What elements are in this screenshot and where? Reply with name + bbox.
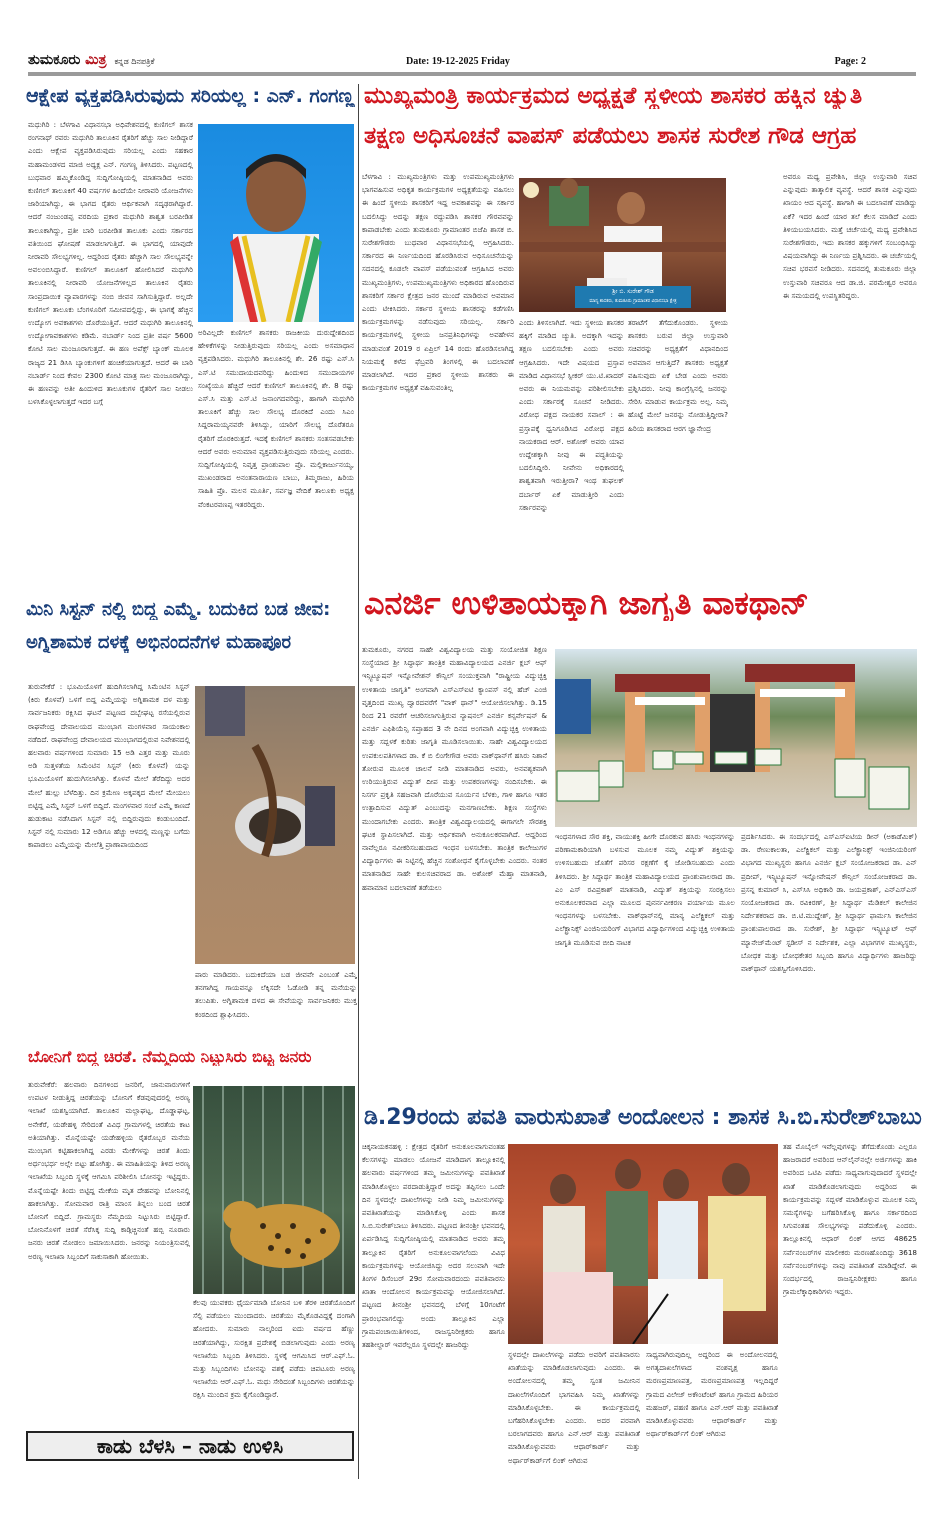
photo-protest-meeting	[508, 1144, 778, 1344]
college-gate-icon	[555, 649, 917, 827]
article-walkathon-col3	[741, 830, 917, 1098]
article-suresh-col3	[628, 316, 728, 566]
article-text: ಸ್ಥಳದಲ್ಲೇ ದಾಖಲೆಗಳನ್ನು ಪಡೆದು ಅವರಿಗೆ ಪವತಿವಾರಸು ಖಾತೆಯನ್ನು ಮಾಡಿಕೊಡಲಾಗುವುದು ಎಂದರು. ಈ ಅಂದೋಲನದಲ್ಲಿ ತಮ್ಮ ಸ್ವಂತ ಜಮೀನಿನ ದಾಖಲೆಗಳೊಂದಿಗೆ ಭಾಗವಹಿಸಿ ನಿಮ್ಮ ಖಾತೆಗಳನ್ನು ಮಾಡಿಸಿಕೊಳ್ಳಬೇಕು. ಈ ಕಾರ್ಯಕ್ರಮದಲ್ಲಿ ಬಗೆಹರಿಸಿಕೊಳ್ಳಬೇಕು ಎಂದರು. ಅದರ ಪರವಾಗಿ ಬರಲಾಗದವರು ಹಾಗೂ ಎನ್.ಆರ್ ಮತ್ತು ಪವತಿಖಾತೆ ಮಾಡಿಸಿಕೊಳ್ಳುವವರು ಆಧಾರ್‌ಕಾರ್ಡ್ ಮತ್ತು ಅರ್ಥಾರ್‌ಕಾರ್ಡ್‌ಗೆ ಲಿಂಕ್ ಆಗಿರುವ	[508, 1350, 640, 1465]
article-text: ಪಾರು ಮಾಡಿದರು. ಬದುಕಿದೆಯಾ ಬಡ ಜೀವವೇ ಎಂಬಂತೆ ಎಮ್ಮೆ ತನಗಾಗಿದ್ದ ಗಾಯವನ್ನೂ ಲೆಕ್ಕಿಸದೇ ಓಡೋಡಿ ತನ್ನ ಮನೆಯನ್ನು ತಲುಪಿತು. ಅಗ್ನಿಶಾಮಕ ದಳದ ಈ ಸೇವೆಯನ್ನು ಸಾರ್ವಜನಿಕರು ಮುಕ್ತ ಕಂಠದಿಂದ ಶ್ಲಾಘಿಸಿದರು.	[195, 970, 357, 1019]
article-walkathon-col1	[362, 643, 547, 1098]
logo-tagline: ಕನ್ನಡ ದಿನಪತ್ರಿಕೆ	[114, 57, 155, 66]
article-text: ಕೆಲವು ಯುವಕರು ಧೈರ್ಯಮಾಡಿ ಬೋನಿನ ಬಳಿ ತೆರಳಿ ಚಿರತೆಯೊಂದಿಗೆ ಸೆಲ್ಪಿ ಪಡೆಯಲು ಮುಂದಾದರು. ಚಿರತೆಯು ಮೈಕೊಡವಿದ್ದಕ್ಕೆ ದಂಗಾಗಿ ಹೋದರು. ಸುಮಾರು ನಾಲ್ಕರಿಂದ ಐದು ವರ್ಷದ ಹೆಣ್ಣು ಚಿರತೆಯಾಗಿದ್ದು, ಸುರಕ್ಷಿತ ಪ್ರದೇಶಕ್ಕೆ ಬಿಡಲಾಗುವುದು ಎಂದು ಅರಣ್ಯ ಇಲಾಖೆಯ ಸಿಬ್ಬಂದಿ ತಿಳಿಸಿದರು. ಸ್ಥಳಕ್ಕೆ ಆಗಮಿಸಿದ ಆರ್‌.ಎಫ್‌.ಓ. ಮತ್ತು ಸಿಬ್ಬಂದಿಗಳು ಬೋನನ್ನು ವಶಕ್ಕೆ ಪಡೆದು ಚಿಪಟೂರು ಅರಣ್ಯ ಇಲಾಖೆಯ ಆರ್.ಎಫ್.ಓ. ಮಧು ಸೇರಿದಂತೆ ಸಿಬ್ಬಂದಿಗಳು ಚಿರತೆಯನ್ನು ರಕ್ಷಿಸಿ ಮುಂದಿನ ಕ್ರಮ ಕೈಗೊಂಡಿದ್ದಾರೆ.	[193, 1298, 355, 1400]
article-text: ಚಿಕ್ಕನಾಯಕನಹಳ್ಳಿ : ಕ್ಷೇತ್ರದ ರೈತರಿಗೆ ಅನುಕೂಲವಾಗುವಂತಹ ಕೆಲಸಗಳನ್ನು ಮಾಡಲು ಯೋಜನೆ ಮಾಡಿದಾಗ ತಾಲ್ಲೂಕಿನಲ್ಲಿ ಹಲವಾರು ವರ್ಷಗಳಿಂದ ತಮ್ಮ ಜಮೀನುಗಳನ್ನು ಪವತಿಖಾತೆ ಮಾಡಿಸಿಕೊಳ್ಳಲು ಪರದಾಡುತ್ತಿದ್ದಾರೆ ಅದನ್ನು ತಪ್ಪಿಸಲು ಒಂದೇ ದಿನ ಸ್ಥಳದಲ್ಲೇ ದಾಖಲೆಗಳನ್ನು ನೀಡಿ ನಿಮ್ಮ ಜಮೀನುಗಳನ್ನು ಪವತಿಖಾತೆಯನ್ನು ಮಾಡಿಸಿಕೊಳ್ಳಿ ಎಂದು ಶಾಸಕ ಸಿ.ಬಿ.ಸುರೇಶ್‌ಬಾಬು ತಿಳಿಸಿದರು. ಪಟ್ಟಣದ ತೀನಂಶ್ರೀ ಭವನದಲ್ಲಿ ಏರ್ಪಡಿಸಿದ್ದ ಸುದ್ದಿಗೋಷ್ಠಿಯಲ್ಲಿ ಮಾತನಾಡಿದ ಅವರು ತಮ್ಮ ತಾಲ್ಲೂಕಿನ ರೈತರಿಗೆ ಅನುಕೂಲವಾಗಲೆಂದು ವಿವಿಧ ಕಾರ್ಯಕ್ರಮಗಳನ್ನು ಆಯೋಜಿಸಿದ್ದು ಅದರ ಸಲುವಾಗಿ ಇದೇ ತಿಂಗಳ ಡಿಸೆಂಬರ್ 29ರ ಸೋಮವಾರದಂದು ಪವತಿವಾರಸು ಖಾತಾ ಆಂದೋಲನ ಕಾರ್ಯಕ್ರಮವನ್ನು ಆಯೋಜಿಸಲಾಗಿದೆ. ಪಟ್ಟಣದ ತೀನಂಶ್ರೀ ಭವನದಲ್ಲಿ ಬೆಳಗ್ಗೆ 10ಗಂಟೆಗೆ ಪ್ರಾರಂಭವಾಗಲಿದ್ದು ಅಂದು ತಾಲ್ಲೂಕಿನ ಎಲ್ಲಾ ಗ್ರಾಮಪಂಚಾಯಿತಿಗಳಿಂದ, ರಾಜಸ್ವನಿರೀಕ್ಷಕರು ಹಾಗೂ ತಹಶೀಲ್ದಾರ್ ಇವರೆಲ್ಲರೂ ಸ್ಥಳದಲ್ಲೇ ಹಾಜರಿದ್ದು	[362, 1142, 505, 1350]
group-photo-icon	[508, 1144, 778, 1344]
headline-cistern-line2: ಅಗ್ನಿಶಾಮಕ ದಳಕ್ಕೆ ಅಭಿನಂದನೆಗಳ ಮಹಾಪೂರ	[26, 633, 291, 653]
article-text: ಎಂದು ತಿಳಿಸಲಾಗಿದೆ. ಇದು ಸ್ಥಳೀಯ ಶಾಸಕರ ಹಕ್ಕಿಗೆ ಮಾಡಿದ ಚ್ಯುತಿ. ಅದಕ್ಕಾಗಿ ಇದನ್ನು ತಕ್ಷಣ ಬದಲಿಸಬೇಕು ಎಂದು ಅವರು ಆಗ್ರಹಿಸಿದರು. ಇದೇ ವಿಷಯದ ಪ್ರಸ್ತಾಪ ಮಾಡಿದ ವಿಧಾನಸಭೆ ಸ್ಪೀಕರ್ ಯು.ಟಿ.ಖಾದರ್ ಅವರು ಈ ನಿಯಮವನ್ನು ಪರಿಶೀಲಿಸಬೇಕು ಎಂದು ಸರ್ಕಾರಕ್ಕೆ ಸೂಚನೆ ನೀಡಿದರು. ವಿರೋಧ ಪಕ್ಷದ ನಾಯಕರ ಸವಾಲ್ : ಈ ಪ್ರಸ್ತಾಪಕ್ಕೆ ಧ್ವನಿಗೂಡಿಸಿದ ವಿರೋಧ ಪಕ್ಷದ ನಾಯಕರಾದ ಆರ್. ಅಶೋಕ್ ಅವರು ಯಾವ ಉದ್ದೇಶಕ್ಕಾಗಿ ನೀವು ಈ ಪದ್ಧತಿಯನ್ನು ಬದಲಿಸಿದ್ದೀರಿ. ನೀವೇನು ಅಧಿಕಾರದಲ್ಲಿ ಶಾಶ್ವತವಾಗಿ ಇರುತ್ತೀರಾ? ಇಂಥ ತುಘಲಕ್ ದರ್ಬಾರ್ ಏಕೆ ಮಾಡುತ್ತೀರಿ ಎಂದು ಸರ್ಕಾರವನ್ನು	[519, 318, 624, 512]
article-cistern-col2	[195, 968, 357, 1040]
article-protest-col2	[508, 1348, 640, 1482]
leopard-in-cage-icon	[193, 1086, 355, 1294]
person-portrait-icon	[198, 124, 354, 322]
photo-cistern-rescue	[195, 686, 355, 964]
article-gangannna-col2	[198, 326, 354, 566]
article-text: ಇಂಧನಗಳಾದ ಸೌರ ಶಕ್ತಿ, ವಾಯುಶಕ್ತಿ ಹೀಗೇ ದೊರಕುವ ಹಸಿರು ಇಂಧನಗಳನ್ನು ಪರಿಣಾಮಕಾರಿಯಾಗಿ ಬಳಸುವ ಮೂಲಕ ನಮ್ಮ ವಿದ್ಯುತ್ ಶಕ್ತಿಯನ್ನು ಉಳಿಸಬಹುದು ಜೊತೆಗೆ ಪರಿಸರ ರಕ್ಷಣೆಗೆ ಕೈ ಜೋಡಿಸಬಹುದು ಎಂದು ತಿಳಿಸಿದರು. ಶ್ರೀ ಸಿದ್ಧಾರ್ಥ ತಾಂತ್ರಿಕ ಮಹಾವಿದ್ಯಾಲಯದ ಪ್ರಾಂಶುಪಾಲರಾದ ಡಾ. ಎಂ ಎಸ್ ರವಿಪ್ರಕಾಶ್ ಮಾತನಾಡಿ, ವಿದ್ಯುತ್ ಶಕ್ತಿಯನ್ನು ಸಂರಕ್ಷಿಸಲು ಅನುಕೂಲಕರವಾದ ಎಲ್ಲಾ ಮೂಲದ ಪುನರ್ನವೀಕರಣ ಪರ್ಯಾಯ ಮೂಲ ಇಂಧನಗಳನ್ನು ಬಳಸಬೇಕು. ವಾಕ್‌ಥಾನ್‌ನಲ್ಲಿ ಮಾನ್ಯ ಎಲೆಕ್ಟ್ರಿಕಲ್ ಮತ್ತು ಎಲೆಕ್ಟ್ರಾನಿಕ್ಸ್ ಎಂಜಿನಿಯರಿಂಗ್ ವಿಭಾಗದ ವಿದ್ಯಾರ್ಥಿಗಳಿಂದ ವಿದ್ಯುಚ್ಛಕ್ತಿ ಉಳಿತಾಯ ಜಾಗೃತಿ ಮೂಡಿಸುವ ಬೀದಿ ನಾಟಕ	[555, 832, 735, 947]
article-text: ತುಮಕೂರು, ನಗರದ ಸಾಹೇ ವಿಶ್ವವಿದ್ಯಾಲಯ ಮತ್ತು ಸಂಯೋಜಿತ ಶಿಕ್ಷಣ ಸಂಸ್ಥೆಯಾದ ಶ್ರೀ ಸಿದ್ಧಾರ್ಥ ತಾಂತ್ರಿಕ ಮಹಾವಿದ್ಯಾಲಯದ ಎನರ್ಜಿ ಕ್ಲಬ್ ಆಫ್ ಇನ್ಸ್ಟಿಟ್ಯೂಷನ್ ಇನ್ನೋವೇಶನ್ ಕೌನ್ಸಿಲ್ ಸಂಯುಕ್ತವಾಗಿ "ರಾಷ್ಟ್ರೀಯ ವಿದ್ಯುಚ್ಛಕ್ತಿ ಉಳಿತಾಯ ಜಾಗೃತಿ" ಅಂಗವಾಗಿ ಎಸ್‌ಎಸ್‌ಐಟಿ ಕ್ಯಾಂಪಸ್ ನಲ್ಲಿ ಹೆಚ್ ಎಂಜಿ ವೃತ್ತದಿಂದ ಮುಖ್ಯ ದ್ವಾರದವರೆಗೆ "ವಾಕ್ ಥಾನ್" ಆಯೋಜಿಸಲಾಗಿತ್ತು. ಡಿ.15 ರಿಂದ 21 ರವರೆಗೆ ಆಚರಿಸಲಾಗುತ್ತಿರುವ ನ್ಯಾಷನಲ್ ಎನರ್ಜಿ ಕನ್ಸರ್ವೇಷನ್ & ಎನರ್ಜಿ ಎಫಿಶಿಯೆನ್ಸಿ ಸಪ್ತಾಹದ 3 ನೇ ದಿನದ ಅಂಗವಾಗಿ ವಿದ್ಯುಚ್ಛಕ್ತಿ ಉಳಿತಾಯ ಮತ್ತು ಸದ್ಬಳಕೆ ಕುರಿತು ಜಾಗೃತಿ ಮೂಡಿಸಲಾಯಿತು. ಸಾಹೇ ವಿಶ್ವವಿದ್ಯಾಲಯದ ಉಪಕುಲಪತಿಗಳಾದ ಡಾ. ಕೆ ಬಿ ಲಿಂಗೇಗೌಡ ಅವರು ವಾಕ್‌ಥಾನ್‌ಗೆ ಹಸಿರು ನಿಶಾನೆ ತೋರುವ ಮೂಲಕ ಚಾಲನೆ ನೀಡಿ ಮಾತನಾಡಿದ ಅವರು, ಅನವಶ್ಯಕವಾಗಿ ಉರಿಯುತ್ತಿರುವ ವಿದ್ಯುತ್ ದೀಪ ಮತ್ತು ಉಪಕರಣಗಳನ್ನು ನಂದಿಸಬೇಕು. ಈ ನಿಸರ್ಗ ಪ್ರಕೃತಿ ಸಹಜವಾಗಿ ದೊರೆಯುವ ಸೂರ್ಯನ ಬೆಳಕು, ಗಾಳಿ ಹಾಗೂ ಇತರ ಉತ್ಪಾದಿಸುವ ವಿದ್ಯುತ್ ಎಂಬುದನ್ನು ಮನಗಾಣಬೇಕು. ಶಿಕ್ಷಣ ಸಂಸ್ಥೆಗಳು ಮುಂದಾಗಬೇಕು ಎಂದರು. ತಾಂತ್ರಿಕ ವಿಶ್ವವಿದ್ಯಾಲಯದಲ್ಲಿ ಈಗಾಗಲೇ ಸೌರಶಕ್ತಿ ಘಟಕ ಸ್ಥಾಪಿಸಲಾಗಿದೆ. ಮತ್ತು ಆರ್ಥಿಕವಾಗಿ ಅನುಕೂಲಕರವಾಗಿದೆ. ಆದ್ದರಿಂದ ನಾವೆಲ್ಲರೂ ನವೀಕರಿಸಬಹುದಾದ ಇಂಧನ ಬಳಸಬೇಕು. ತಾಂತ್ರಿಕ ಕಾಲೇಜುಗಳ ವಿದ್ಯಾರ್ಥಿಗಳು ಈ ನಿಟ್ಟಿನಲ್ಲಿ ಹೆಚ್ಚಿನ ಸಂಶೋಧನೆ ಕೈಗೊಳ್ಳಬೇಕು ಎಂದರು. ನಂತರ ಮಾತನಾಡಿದ ಸಾಹೇ ಕುಲಸಚಿವರಾದ ಡಾ. ಅಶೋಕ್ ಮೆಹ್ತಾ ಮಾತನಾಡಿ, ಹವಾಮಾನ ಬದಲಾವಣೆ ತಡೆಯಲು	[362, 645, 547, 892]
headline-suresh-gowda-line2: ತಕ್ಷಣ ಅಧಿಸೂಚನೆ ವಾಪಸ್ ಪಡೆಯಲು ಶಾಸಕ ಸುರೇಶ ಗೌಡ ಆಗ್ರಹ	[364, 124, 857, 149]
caption-box	[575, 286, 691, 308]
headline-gangannna: ಆಕ್ಷೇಪ ವ್ಯಕ್ತಪಡಿಸಿರುವುದು ಸರಿಯಲ್ಲ : ಎನ್. ಗಂಗಣ್ಣ	[26, 86, 355, 107]
article-text: ಸಾಧ್ಯವಾಗಿರುವುದಿಲ್ಲ ಅದ್ದರಿಂದ ಈ ಅಂದೋಲನದಲ್ಲಿ ಅಗತ್ಯದಾಖಲೆಗಳಾದ ವಂಶವೃಕ್ಷ ಹಾಗೂ ಮರಣಪ್ರಮಾಣಪತ್ರ, ಮರಣಪ್ರಮಾಣಪತ್ರ ಇಲ್ಲದಿದ್ದರೆ ಗ್ರಾಮದ ವಿಲೇಜ್ ಅಕೌಂಟೆಂಟ್ ಹಾಗೂ ಗ್ರಾಮದ ಹಿರಿಯರ ಮಹಜರ್, ಪಹಣಿ ಹಾಗೂ ಎನ್.ಆರ್ ಮತ್ತು ಪವತಿಖಾತೆ ಮಾಡಿಸಿಕೊಳ್ಳುವವರು ಆಧಾರ್‌ಕಾರ್ಡ್ ಮತ್ತು ಅರ್ಥಾರ್‌ಕಾರ್ಡ್‌ಗೆ ಲಿಂಕ್ ಆಗಿರುವ	[646, 1350, 778, 1439]
issue-date: Date: 19-12-2025 Friday	[406, 56, 510, 67]
article-leopard-col2	[193, 1296, 355, 1422]
logo-part1: ತುಮಕೂರು	[28, 52, 81, 68]
photo-assembly	[519, 178, 726, 312]
article-suresh-col4	[783, 170, 917, 566]
headline-suresh-gowda-line1: ಮುಖ್ಯಮಂತ್ರಿ ಕಾರ್ಯಕ್ರಮದ ಅಧ್ಯಕ್ಷತೆ ಸ್ಥಳೀಯ ಶಾಸಕರ ಹಕ್ಕಿನ ಚ್ಯುತಿ	[364, 84, 863, 109]
article-text: ಬೆಳಗಾವಿ : ಮುಖ್ಯಮಂತ್ರಿಗಳು ಮತ್ತು ಉಪಮುಖ್ಯಮಂತ್ರಿಗಳು ಭಾಗವಹಿಸುವ ಅಧಿಕೃತ ಕಾರ್ಯಕ್ರಮಗಳ ಅಧ್ಯಕ್ಷತೆಯನ್ನು ವಹಿಸಲು ಈ ಹಿಂದೆ ಸ್ಥಳೀಯ ಶಾಸಕರಿಗೆ ಇದ್ದ ಅವಕಾಶವನ್ನು ಈ ಸರ್ಕಾರ ಬದಲಿಸಿದ್ದು ಅದನ್ನು ತಕ್ಷಣ ರದ್ದುಪಡಿಸಿ ಶಾಸಕರ ಗೌರವವನ್ನು ಕಾಪಾಡಬೇಕು ಎಂದು ತುಮಕೂರು ಗ್ರಾಮಾಂತರ ಬಿಜೆಪಿ ಶಾಸಕ ಬಿ. ಸುರೇಶಗೌಡರು ಬುಧವಾರ ವಿಧಾನಸಭೆಯಲ್ಲಿ ಆಗ್ರಹಿಸಿದರು. ಸರ್ಕಾರದ ಈ ನಿರ್ಣಯದಿಂದ ಹೊರಡಿಸಿರುವ ಅಧಿಸೂಚನೆಯನ್ನು ಸದನದಲ್ಲಿ ಕೂಡಲೇ ವಾಪಸ್ ಪಡೆಯುವಂತೆ ಆಗ್ರಹಿಸಿದ ಅವರು ಮುಖ್ಯಮಂತ್ರಿಗಳು, ಉಪಮುಖ್ಯಮಂತ್ರಿಗಳು ಅಧಿಕಾರದ ಹೊಂದಿರುವ ಶಾಸಕರಿಗೆ ಸರ್ಕಾರ ಕ್ಷೇತ್ರದ ಜನರ ಮುಂದೆ ಮಾಡಿರುವ ಅವಮಾನ ಎಂದು ಟೀಕಿಸಿದರು. ಸರ್ಕಾರ ಸ್ಥಳೀಯ ಶಾಸಕರನ್ನು ಕಡೆಗಣಿಸಿ ಕಾರ್ಯಕ್ರಮಗಳನ್ನು ನಡೆಸುವುದು ಸರಿಯಲ್ಲ. ಸರ್ಕಾರಿ ಕಾರ್ಯಕ್ರಮಗಳಲ್ಲಿ ಸ್ಥಳೀಯ ಜನಪ್ರತಿನಿಧಿಗಳನ್ನು ಅವಹೇಳನ ಮಾಡುವಂತೆ 2019 ರ ಏಪ್ರಿಲ್ 14 ರಂದು ಹೊರಡಿಸಲಾಗಿದ್ದ ನಿಯಮಕ್ಕೆ ಕಳೆದ ಫೆಬ್ರವರಿ ತಿಂಗಳಲ್ಲಿ ಈ ಬದಲಾವಣೆ ಮಾಡಲಾಗಿದೆ. ಇದರ ಪ್ರಕಾರ ಸ್ಥಳೀಯ ಶಾಸಕರು ಈ ಕಾರ್ಯಕ್ರಮಗಳ ಅಧ್ಯಕ್ಷತೆ ವಹಿಸುವಂತಿಲ್ಲ	[362, 172, 514, 393]
headline-cistern-line1: ಮಿನಿ ಸಿಸ್ಟನ್ ನಲ್ಲಿ ಬಿದ್ದ ಎಮ್ಮೆ. ಬದುಕಿದ ಬಡ ಜೀವ:	[26, 600, 331, 620]
article-leopard-col1	[28, 1078, 190, 1423]
article-text: ತುರುವೇಕೆರೆ: ಹಲವಾರು ದಿನಗಳಿಂದ ಜನರಿಗೆ, ಜಾನುವಾರುಗಳಿಗೆ ಉಪಟಳ ನೀಡುತ್ತಿದ್ದ ಚಿರತೆಯನ್ನು ಬೋನಿಗೆ ಕೆಡವುವುದರಲ್ಲಿ ಅರಣ್ಯ ಇಲಾಖೆ ಯಶಸ್ವಿಯಾಗಿದೆ. ತಾಲೂಕಿನ ಮಲ್ಲಾಘಟ್ಟ, ದೊಡ್ಡಾಘಟ್ಟ, ಅನೇಕೆರೆ, ಯಡೇಹಳ್ಳಿ ಸೇರಿದಂತೆ ವಿವಿಧ ಗ್ರಾಮಗಳಲ್ಲಿ ಚಿರತೆಯ ಕಾಟ ಅತಿಯಾಗಿತ್ತು. ಮೊನ್ನೆಯಷ್ಟೇ ಯಡೇಹಳ್ಳಿಯ ರೈತರೊಬ್ಬರ ಮನೆಯ ಮುಂಭಾಗ ಕಟ್ಟಿಹಾಕಲಾಗಿದ್ದ ಎರಡು ಮೇಕೆಗಳನ್ನು ಚಿರತೆ ತಿಂದು ಅರ್ಧಂಭರ್ಧ ಅಲ್ಲೇ ಬಿಟ್ಟು ಹೋಗಿತ್ತು. ಈ ಮಾಹಿತಿಯನ್ನು ತಿಳಿದ ಅರಣ್ಯ ಇಲಾಖೆಯ ಸಿಬ್ಬಂದಿ ಸ್ಥಳಕ್ಕೆ ಆಗಮಿಸಿ ಪರಿಶೀಲಿಸಿ ಬೋನನ್ನು ಇಟ್ಟಿದ್ದರು. ಮೊನ್ನೆಯಷ್ಟೇ ತಿಂದು ಬಿಟ್ಟಿದ್ದ ಮೇಕೆಯ ಮೃತ ದೇಹವನ್ನು ಬೋನಿನಲ್ಲಿ ಹಾಕಲಾಗಿತ್ತು. ಸೋಮವಾರ ರಾತ್ರಿ ಮಾಂಸ ತಿನ್ನಲು ಬಂದ ಚಿರತೆ ಬೋನಿಗೆ ಬಿದ್ದಿದೆ. ಗ್ರಾಮಸ್ಥರು ನೆಮ್ಮದಿಯ ನಿಟ್ಟುಸಿರು ಬಿಟ್ಟಿದ್ದಾರೆ. ಬೋನಿನೊಳಗೆ ಚಿರತೆ ಸೆರೆಸಿಕ್ಕ ಸುದ್ದಿ ಕಾಡ್ಗಿಚ್ಚಿನಂತೆ ಹಬ್ಬಿ ನೂರಾರು ಜನರು ಚಿರತೆ ನೋಡಲು ಜಮಾಯಿಸಿದರು. ಜನರನ್ನು ನಿಯಂತ್ರಿಸುವಲ್ಲಿ ಅರಣ್ಯ ಇಲಾಖಾ ಸಿಬ್ಬಂದಿಗೆ ಸಾಕುಸಾಕಾಗಿ ಹೋಯಿತು.	[28, 1080, 190, 1261]
headline-protest: ಡಿ.29ರಂದು ಪವತಿ ವಾರುಸುಖಾತೆ ಅಂದೋಲನ : ಶಾಸಕ ಸಿ.ಬಿ.ಸುರೇಶ್‌ಬಾಬು	[364, 1106, 922, 1130]
newspaper-logo	[28, 52, 154, 68]
article-text: ಮಧುಗಿರಿ : ಬೆಳಗಾವಿ ವಿಧಾನಸಭಾ ಅಧಿವೇಶನದಲ್ಲಿ ಕುಣಿಗಲ್ ಶಾಸಕ ರಂಗನಾಥ್ ರವರು ಮಧುಗಿರಿ ತಾಲೂಕಿನ ರೈತರಿಗೆ ಹೆಚ್ಚು ಸಾಲ ನೀಡಿದ್ದಾರೆ ಎಂದು ಆಕ್ಷೇಪ ವ್ಯಕ್ತಪಡಿಸಿರುವುದು ಸರಿಯಲ್ಲ ಎಂದು ಸಹಕಾರ ಮಹಾಮಂಡಳದ ಮಾಜಿ ಅಧ್ಯಕ್ಷ ಎನ್. ಗಂಗಣ್ಣ ತಿಳಿಸಿದರು. ಪಟ್ಟಣದಲ್ಲಿ ಬುಧವಾರ ಹಮ್ಮಿಕೊಂಡಿದ್ದ ಸುದ್ದಿಗೋಷ್ಠಿಯಲ್ಲಿ ಮಾತನಾಡಿದ ಅವರು ಕುಣಿಗಲ್ ತಾಲೂಕಿಗೆ 40 ವರ್ಷಗಳ ಹಿಂದೆಯೇ ನೀರಾವರಿ ಯೋಜನೆಗಳು ಜಾರಿಯಾಗಿದ್ದು, ಈ ಭಾಗದ ರೈತರು ಆರ್ಥಿಕವಾಗಿ ಸದೃಢರಾಗಿದ್ದಾರೆ. ಆದರೆ ನಂಜುಂಡಪ್ಪ ವರದಿಯ ಪ್ರಕಾರ ಮಧುಗಿರಿ ಶಾಶ್ವತ ಬರಪೀಡಿತ ತಾಲೂಕಾಗಿದ್ದು, ಪ್ರತೀ ಬಾರಿ ಬರಪೀಡಿತ ತಾಲೂಕು ಎಂದು ಸರ್ಕಾರದ ವತಿಯಿಂದ ಘೋಷಣೆ ಮಾಡಲಾಗುತ್ತಿದೆ. ಈ ಭಾಗದಲ್ಲಿ ಯಾವುದೇ ನೀರಾವರಿ ಸೌಲಭ್ಯಗಳಿಲ್ಲ. ಆದ್ದರಿಂದ ರೈತರು ಹೆಚ್ಚಾಗಿ ಸಾಲ ಸೌಲಭ್ಯವನ್ನೇ ಅವಲಂಬಿಸಿದ್ದಾರೆ. ಕುಣಿಗಲ್ ತಾಲೂಕಿಗೆ ಹೋಲಿಸಿದರೆ ಮಧುಗಿರಿ ತಾಲೂಕಿನಲ್ಲಿ ನೀರಾವರಿ ಯೋಜನೆಗಳಿಲ್ಲದ ತಾಲೂಕಿನ ರೈತರು ಸಾಂಪ್ರದಾಯಿಕ ವ್ಯಾಪಾರಗಳನ್ನು ನಂಬಿ ಜೀವನ ಸಾಗಿಸುತ್ತಿದ್ದಾರೆ. ಅಲ್ಲದೇ ಕುಣಿಗಲ್ ತಾಲೂಕು ಬೆಂಗಳೂರಿಗೆ ಸಮೀಪದಲ್ಲಿದ್ದು, ಈ ಭಾಗಕ್ಕೆ ಹೆಚ್ಚಿನ ಉದ್ಯೋಗ ಅವಕಾಶಗಳು ದೊರೆಯುತ್ತಿವೆ. ಆದರೆ ಮಧುಗಿರಿ ತಾಲೂಕಿನಲ್ಲಿ ಉದ್ಯೋಗಾವಕಾಶಗಳು ಕಡಿಮೆ. ನಬಾರ್ಡ್ ನಿಂದ ಪ್ರತೀ ವರ್ಷ 5600 ಕೋಟಿ ಸಾಲ ಮಂಜೂರಾಗುತ್ತದೆ. ಈ ಹಣ ಅಪೆಕ್ಸ್ ಬ್ಯಾಂಕ್ ಮೂಲಕ ರಾಜ್ಯದ 21 ಡಿಸಿಸಿ ಬ್ಯಾಂಕುಗಳಿಗೆ ಹಂಚಿಕೆಯಾಗುತ್ತದೆ. ಆದರೆ ಈ ಬಾರಿ ನಬಾರ್ಡ್ ನಿಂದ ಕೇವಲ 2300 ಕೋಟಿ ಮಾತ್ರ ಸಾಲ ಮಂಜೂರಾಗಿದ್ದು, ಈ ಹಣವನ್ನು ಅತೀ ಹಿಂದುಳಿದ ತಾಲೂಕುಗಳ ರೈತರಿಗೆ ಸಾಲ ನೀಡಲು ಬಳಸಿಕೊಳ್ಳಲಾಗುತ್ತದೆ ಇದರ ಬಗ್ಗೆ	[28, 120, 193, 407]
photo-leopard	[193, 1086, 355, 1294]
article-text: ಅವರೂ ಮಧ್ಯ ಪ್ರವೇಶಿಸಿ, ಜಿಲ್ಲಾ ಉಸ್ತುವಾರಿ ಸಚಿವ ಎನ್ನುವುದು ತಾತ್ಕಾಲಿಕ ವ್ಯವಸ್ಥೆ. ಆದರೆ ಶಾಸಕ ಎನ್ನುವುದು ಖಾಯಂ ಆದ ವ್ಯವಸ್ಥೆ. ಹಾಗಾಗಿ ಈ ಬದಲಾವಣೆ ಮಾಡಿದ್ದು ಏಕೆ? ಇದರ ಹಿಂದೆ ಯಾರ ತಲೆ ಕೆಲಸ ಮಾಡಿದೆ ಎಂದು ತಿಳಿಯಬಯಸಿದರು. ಮತ್ತೆ ಚರ್ಚೆಯಲ್ಲಿ ಮಧ್ಯ ಪ್ರವೇಶಿಸಿದ ಸುರೇಶಗೌಡರು, ಇದು ಶಾಸಕರ ಹಕ್ಕುಗಳಿಗೆ ಸಂಬಂಧಿಸಿದ್ದು ವಿಷಯವಾಗಿದ್ದು ಈ ನಿರ್ಣಯ ಪ್ರಶ್ನಿಸಿದರು. ಈ ಚರ್ಚೆಯಲ್ಲಿ ಸಚಿವ ಭರವಸೆ ನೀಡಿದರು. ಸದನದಲ್ಲಿ ತುಮಕೂರು ಜಿಲ್ಲಾ ಉಸ್ತುವಾರಿ ಸಚಿವರೂ ಆದ ಡಾ.ಜಿ. ಪರಮೇಶ್ವರ ಅವರೂ ಈ ಸಮಯದಲ್ಲಿ ಉಪಸ್ಥಿತರಿದ್ದರು.	[783, 172, 917, 300]
headline-leopard: ಬೋನಿಗೆ ಬಿದ್ದ ಚಿರತೆ. ನೆಮ್ಮದಿಯ ನಿಟ್ಟುಸಿರು ಬಿಟ್ಟ ಜನರು	[28, 1049, 312, 1066]
article-suresh-col2	[519, 316, 624, 566]
caption-name: ಶ್ರೀ ಬಿ. ಸುರೇಶ್ ಗೌಡ	[612, 288, 654, 295]
article-suresh-col1	[362, 170, 514, 565]
article-text: ತುರುವೇಕೆರೆ : ಭೂಮಿಯೊಳಗೆ ಹುದಿಗಿಸಲಾಗಿದ್ದ ಸಿಮೆಂಟಿನ ಸಿಸ್ಟನ್ (ಕಿರು ಕೊಳವೆ) ಒಳಗೆ ಬಿದ್ದ ಎಮ್ಮೆಯನ್ನು ಅಗ್ನಿಶಾಮಕ ದಳ ಮತ್ತು ಸಾರ್ವಜನಿಕರು ರಕ್ಷಿಸಿದ ಘಟನೆ ಪಟ್ಟಣದ ದಬ್ಬೇಘಟ್ಟ ರಸೆಯಲ್ಲಿರುವ ರಾಘವೇಂದ್ರ ದೇವಾಲಯದ ಮುಂಭಾಗ ಮಂಗಳವಾರ ಸಾಯಂಕಾಲ ನಡೆದಿದೆ. ರಾಘವೇಂದ್ರ ದೇವಾಲಯದ ಮುಂಭಾಗದಲ್ಲಿರುವ ನಿವೇಶನದಲ್ಲಿ ಹಲವಾರು ವರ್ಷಗಳಿಂದ ಸುಮಾರು 15 ಅಡಿ ಎತ್ತರ ಮತ್ತು ಮೂರು ಅಡಿ ಸುತ್ತಳತೆಯ ಸಿಮೆಂಟಿನ ಸಿಸ್ಟನ್ (ಕಿರು ಕೊಳವೆ) ಯನ್ನು ಭೂಮಿಯೊಳಗೆ ಹುದುಗಿಸಲಾಗಿತ್ತು. ಕೊಳವೆ ಮೇಲೆ ತೆರೆದಿದ್ದು ಅದರ ಮೇಲೆ ಹುಲ್ಲು ಬೆಳೆದಿತ್ತು. ದಿನ ಕ್ರಮೇಣ ಅಕ್ಕಪಕ್ಕದ ಮೇಲೆ ಮೇಯಲು ಬಿಟ್ಟಿದ್ದ ಎಮ್ಮೆ ಸಿಸ್ಟನ್ ಒಳಗೆ ಬಿದ್ದಿದೆ. ಮಂಗಳವಾರ ಸಂಜೆ ಎಮ್ಮೆ ಕಾಣದೆ ಹುಡುಕಾಟ ನಡೆಸಿದಾಗ ಸಿಸ್ಟನ್ ನಲ್ಲಿ ಬಿದ್ದಿರುವುದು ಕಂಡುಬಂದಿದೆ. ಸಿಸ್ಟನ್ ನಲ್ಲಿ ಸುಮಾರು 12 ಅಡಿಗೂ ಹೆಚ್ಚು ಆಳದಲ್ಲಿ ಮಣ್ಣನ್ನು ಬಗೆದು ಕಾಪಾಡಲು ಎಮ್ಮೆಯನ್ನು ಮೇಲೆತ್ತಿ ಪ್ರಾಣಾಪಾಯದಿಂದ	[28, 682, 190, 850]
masthead-rule	[28, 72, 916, 76]
headline-walkathon: ಎನರ್ಜಿ ಉಳಿತಾಯಕ್ಕಾಗಿ ಜಾಗೃತಿ ವಾಕಥಾನ್	[364, 586, 809, 622]
article-text: ತರಾಟೆಗೆ ತೆಗೆದುಕೊಂಡರು. ಸ್ಥಳೀಯ ಶಾಸಕರು ಬರುವ ಜಿಲ್ಲಾ ಉಸ್ತುವಾರಿ ಸಚಿವರನ್ನು ಅಧ್ಯಕ್ಷತೆಗೆ ವಿಧಾನದಿಂದ ಅವಮಾನ ಆಗುತ್ತಿದೆ? ಶಾಸಕರು ಅಧ್ಯಕ್ಷತೆ ವಹಿಸುವುದು ಏಕೆ ಬೇಡ ಎಂದು ಅವರು ಪ್ರಶ್ನಿಸಿದರು. ನೀವು ಕಾಂಗ್ರೆಸ್ಸಿನಲ್ಲಿ ಜನರನ್ನು ಸೇರಿಸಿ ಮಾಡುವ ಕಾರ್ಯಕ್ರಮ ಅಲ್ಲ. ನಿಮ್ಮ ಹೊಟ್ಟೆ ಮೇಲೆ ಜನರನ್ನು ನೋಡುತ್ತಿದ್ದೀರಾ? ಹಿರಿಯ ಶಾಸಕರಾದ ಆರಗ ಜ್ಞಾನೇಂದ್ರ	[628, 318, 728, 433]
slogan-box: ಕಾಡು ಬೆಳಸಿ – ನಾಡು ಉಳಿಸಿ	[26, 1431, 354, 1461]
article-text: ಪ್ರದರ್ಶಿಸಿದರು. ಈ ಸಂದರ್ಭದಲ್ಲಿ ಎಸ್‌ಎಸ್‌ಐಟಿಯ ಡೀನ್ (ಅಕಾಡೆಮಿಕ್) ಡಾ. ರೇಣುಕಾಲತಾ, ಎಲೆಕ್ಟ್ರಿಕಲ್ ಮತ್ತು ಎಲೆಕ್ಟ್ರಾನಿಕ್ಸ್ ಇಂಜಿನಿಯರಿಂಗ್ ವಿಭಾಗದ ಮುಖ್ಯಸ್ಥರು ಹಾಗೂ ಎನರ್ಜಿ ಕ್ಲಬ್ ಸಂಯೋಜಕರಾದ ಡಾ. ಎನ್ ಪ್ರದೀಪ್, ಇನ್ಸ್ಟಿಟ್ಯೂಷನ್ ಇನ್ನೋವೇಷನ್ ಕೌನ್ಸಿಲ್ ಸಂಯೋಜಕರಾದ ಡಾ. ಪ್ರಸನ್ನ ಕುಮಾರ್ ಸಿ, ಎಸ್‌ಸಿಸಿ ಅಧಿಕಾರಿ ಡಾ. ಜಯಪ್ರಕಾಶ್, ಎನ್‌ಎಸ್‌ಎಸ್ ಸಂಯೋಜಕರಾದ ಡಾ. ರವಿಕಿರಣ್, ಶ್ರೀ ಸಿದ್ಧಾರ್ಥ ಮೆಡಿಕಲ್ ಕಾಲೇಜಿನ ನಿರ್ದೇಶಕರಾದ ಡಾ. ಬಿ.ಟಿ.ಮುದ್ದೇಶ್, ಶ್ರೀ ಸಿದ್ಧಾರ್ಥ ಫಾರ್ಮಸಿ ಕಾಲೇಜಿನ ಪ್ರಾಂಶುಪಾಲರಾದ ಡಾ. ಸುರೇಶ್, ಶ್ರೀ ಸಿದ್ಧಾರ್ಥ ಇನ್ಸ್ಟಿಟ್ಯೂಟ್ ಆಫ್ ಮ್ಯಾನೇಜ್‌ಮೆಂಟ್ ಸ್ಟಡೀಸ್ ನ ನಿರ್ದೇಶಕ, ಎಲ್ಲಾ ವಿಭಾಗಗಳ ಮುಖ್ಯಸ್ಥರು, ಬೋಧಕ ಮತ್ತು ಬೋಧಕೇತರ ಸಿಬ್ಬಂದಿ ಹಾಗೂ ವಿದ್ಯಾರ್ಥಿಗಳು ಹಾಜರಿದ್ದು ವಾಕ್‌ಥಾನ್ ಯಶಸ್ವಿಗೊಳಿಸಿದರು.	[741, 832, 917, 974]
logo-part2: ಮಿತ್ರ	[85, 52, 107, 68]
article-gangannna-col1	[28, 118, 193, 566]
article-protest-col3	[646, 1348, 778, 1482]
masthead	[28, 50, 916, 72]
photo-gangannna	[198, 124, 354, 322]
article-protest-col1	[362, 1140, 505, 1482]
column-divider	[358, 84, 359, 1479]
article-walkathon-col2	[555, 830, 735, 1098]
photo-walkathon	[555, 649, 917, 827]
caption-role: ಮಾನ್ಯ ಶಾಸಕರು, ತುಮಕೂರು ಗ್ರಾಮಾಂತರ ವಿಧಾನಸಭಾ ಕ್ಷೇತ್ರ	[589, 299, 677, 304]
rescue-scene-icon	[195, 686, 355, 964]
article-text: ತಹ ಮೊಬೈಲ್ ಇವೆಲ್ಲವುಗಳನ್ನು ತೆಗೆದುಕೊಂಡು ಎಲ್ಲರೂ ಹಾಜರಾದರೆ ಅವರಿಂದ ಆನ್‌ಲೈನ್‌ನಲ್ಲೇ ಅರ್ಜಿಗಳನ್ನು ಹಾಕಿ ಅವರಿಂದ ಒಟಿಪಿ ಪಡೆದು ಸಾಧ್ಯವಾಗುವುದಾದರೆ ಸ್ಥಳದಲ್ಲೇ ಖಾತೆ ಮಾಡಿಕೊಡಲಾಗುವುದು ಅದ್ದರಿಂದ ಈ ಕಾರ್ಯಕ್ರಮವನ್ನು ಸದ್ಬಳಕೆ ಮಾಡಿಕೊಳ್ಳುವ ಮೂಲಕ ನಿಮ್ಮ ಸಮಸ್ಯೆಗಳನ್ನು ಬಗೆಹರಿಸಿಕೊಳ್ಳಿ ಹಾಗೂ ಸರ್ಕಾರದಿಂದ ಸಿಗುವಂತಹ ಸೌಲಭ್ಯಗಳನ್ನು ಪಡೆದುಕೊಳ್ಳಿ ಎಂದರು. ತಾಲ್ಲೂಕಿನಲ್ಲಿ ಆಧಾರ್ ಲಿಂಕ್ ಆಗದ 48625 ಸರ್ವೆನಂಬರ್‌ಗಳ ಮಾಲೀಕರು ಮರಣಹೊಂದಿದ್ದು 3618 ಸರ್ವೆನಂಬರ್‌ಗಳನ್ನು ನಾವು ಪವತಿಖಾತೆ ಮಾಡಿದ್ದೇವೆ. ಈ ಸಂದರ್ಭದಲ್ಲಿ ರಾಜಸ್ವನಿರೀಕ್ಷಕರು ಹಾಗೂ ಗ್ರಾಮಲೆಕ್ಕಾಧಿಕಾರಿಗಳು ಇದ್ದರು.	[783, 1142, 917, 1297]
article-text: ಅರಿವಿಲ್ಲದೇ ಕುಣಿಗಲ್ ಶಾಸಕರು ರಾಜಕೀಯ ದುರುದ್ದೇಶದಿಂದ ಹೇಳಿಕೆಗಳನ್ನು ನೀಡುತ್ತಿರುವುದು ಸರಿಯಲ್ಲ ಎಂದು ಅಸಮಾಧಾನ ವ್ಯಕ್ತಪಡಿಸಿದರು. ಮಧುಗಿರಿ ತಾಲೂಕಿನಲ್ಲಿ ಶೇ. 26 ರಷ್ಟು ಎಸ್.ಸಿ ಎಸ್.ಟಿ ಸಮುದಾಯದವರಿದ್ದು ಹಿಂದುಳಿದ ಸಮುದಾಯಗಳ ಸಂಖ್ಯೆಯೂ ಹೆಚ್ಚಿದೆ ಆದರೆ ಕುಣಿಗಲ್ ತಾಲೂಕಿನಲ್ಲಿ ಶೇ. 8 ರಷ್ಟು ಎಸ್.ಸಿ ಮತ್ತು ಎಸ್.ಟಿ ಜನಾಂಗದವರಿದ್ದು, ಹಾಗಾಗಿ ಮಧುಗಿರಿ ತಾಲೂಕಿಗೆ ಹೆಚ್ಚು ಸಾಲ ಸೌಲಭ್ಯ ದೊರಕಿದೆ ಎಂದು ಸಿಎಂ ಸಿದ್ದರಾಮಯ್ಯನವರೇ ತಿಳಿಸಿದ್ದು, ಯಾರಿಗೆ ಸೌಲಭ್ಯ ದೊರೆತರೂ ರೈತರಿಗೆ ದೊರಕಿರುತ್ತದೆ. ಇದಕ್ಕೆ ಕುಣಿಗಲ್ ಶಾಸಕರು ಸಂತಸವಡಬೇಕು ಆದರೆ ಅವರು ಅನುಮಾನ ವ್ಯಕ್ತಪಡಿಸುತ್ತಿರುವುದು ಸರಿಯಲ್ಲ ಎಂದರು. ಸುದ್ದಿಗೋಷ್ಠಿಯಲ್ಲಿ ನಿವೃತ್ತ ಪ್ರಾಂಶುಪಾಲ ಪ್ರೊ. ಮಲ್ಲಿಕಾರ್ಜುನಯ್ಯ, ಮುಖಂಡರಾದ ಅನಂತನಾರಾಯಣ ಬಾಬು, ತಿಮ್ಮರಾಜು, ಹಿರಿಯ ಸಾಹಿತಿ ಪ್ರೊ. ಮಲನ ಮೂರ್ತಿ, ಸರ್ವಜ್ಞ ವೇದಿಕೆ ತಾಲೂಕು ಅಧ್ಯಕ್ಷ ವೆಂಕಟರವಣಪ್ಪ ಇತರರಿದ್ದರು.	[198, 328, 354, 509]
article-cistern-col1	[28, 680, 190, 1042]
page-number: Page: 2	[834, 56, 866, 67]
article-protest-col4	[783, 1140, 917, 1482]
